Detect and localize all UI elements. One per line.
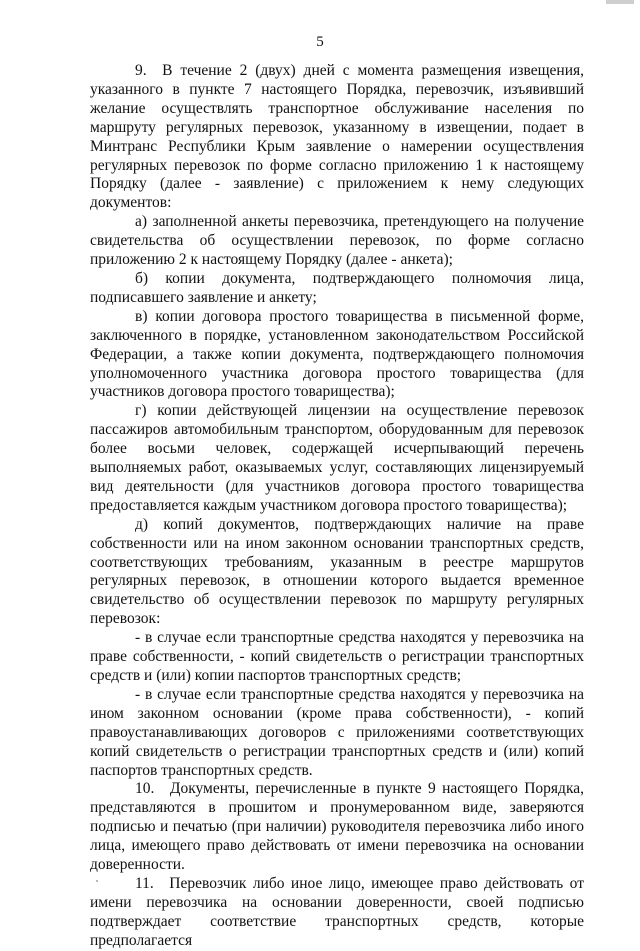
page-number: 5 — [316, 34, 324, 50]
paragraph-11: 11. Перевозчик либо иное лицо, имеющее право действовать от имени перевозчика на основании доверенности, своей подписью подтверждает соответствие транспортных средств, которые предполагается — [90, 874, 584, 949]
paragraph-9d-other-basis: - в случае если транспортные средства находятся у перевозчика на ином законном основании (кроме права собственности), - копий правоустанавливающих договоров с приложениями соответствующих копий свидетельств о регистрации транспортных средств и (или) копий паспортов транспортных средств. — [90, 685, 584, 779]
paragraph-9d-ownership: - в случае если транспортные средства находятся у перевозчика на праве собственности, - копий свидетельств о регистрации транспортных средств и (или) копии паспортов транспортных средств; — [90, 629, 584, 684]
paragraph-9v: в) копии договора простого товарищества в письменной форме, заключенного в порядке, установленном законодательством Российской Федерации, а также копии документа, подтверждающего полномочия уполномоченного участника договора простого товарищества (для участников договора простого товарищества); — [90, 307, 584, 401]
paragraph-9: 9. В течение 2 (двух) дней с момента размещения извещения, указанного в пункте 7 настоящего Порядка, перевозчик, изъявивший желание осуществлять транспортное обслуживание населения по маршруту регулярных перевозок, указанному в извещении, подает в Минтранс Республики Крым заявление о намерении осуществления регулярных перевозок по форме согласно приложению 1 к настоящему Порядку (далее - заявление) с приложением к нему следующих документов: — [90, 62, 584, 212]
scan-corner-mark — [606, 0, 634, 4]
paragraph-9b: б) копии документа, подтверждающего полномочия лица, подписавшего заявление и анкету; — [90, 269, 584, 306]
document-body — [90, 62, 584, 951]
paragraph-9d: д) копий документов, подтверждающих наличие на праве собственности или на ином законном основании транспортных средств, соответствующих требованиям, указанным в реестре маршрутов регулярных перевозок, в отношении которого выдается временное свидетельство об осуществлении перевозок по маршруту регулярных перевозок: — [90, 515, 584, 628]
paragraph-9a: а) заполненной анкеты перевозчика, претендующего на получение свидетельства об осуществлении перевозок, по форме согласно приложению 2 к настоящему Порядку (далее - анкета); — [90, 213, 584, 269]
paragraph-9g: г) копии действующей лицензии на осуществление перевозок пассажиров автомобильным транспортом, оборудованным для перевозок более восьми человек, содержащей исчерпывающий перечень выполняемых работ, оказываемых услуг, составляющих лицензируемый вид деятельности (для участников договора простого товарищества предоставляется каждым участником договора простого товарищества); — [90, 402, 584, 514]
scan-speck — [96, 880, 98, 882]
paragraph-10: 10. Документы, перечисленные в пункте 9 настоящего Порядка, представляются в прошитом и пронумерованном виде, заверяются подписью и печатью (при наличии) руководителя перевозчика либо иного лица, имеющего право действовать от имени перевозчика на основании доверенности. — [90, 780, 584, 874]
